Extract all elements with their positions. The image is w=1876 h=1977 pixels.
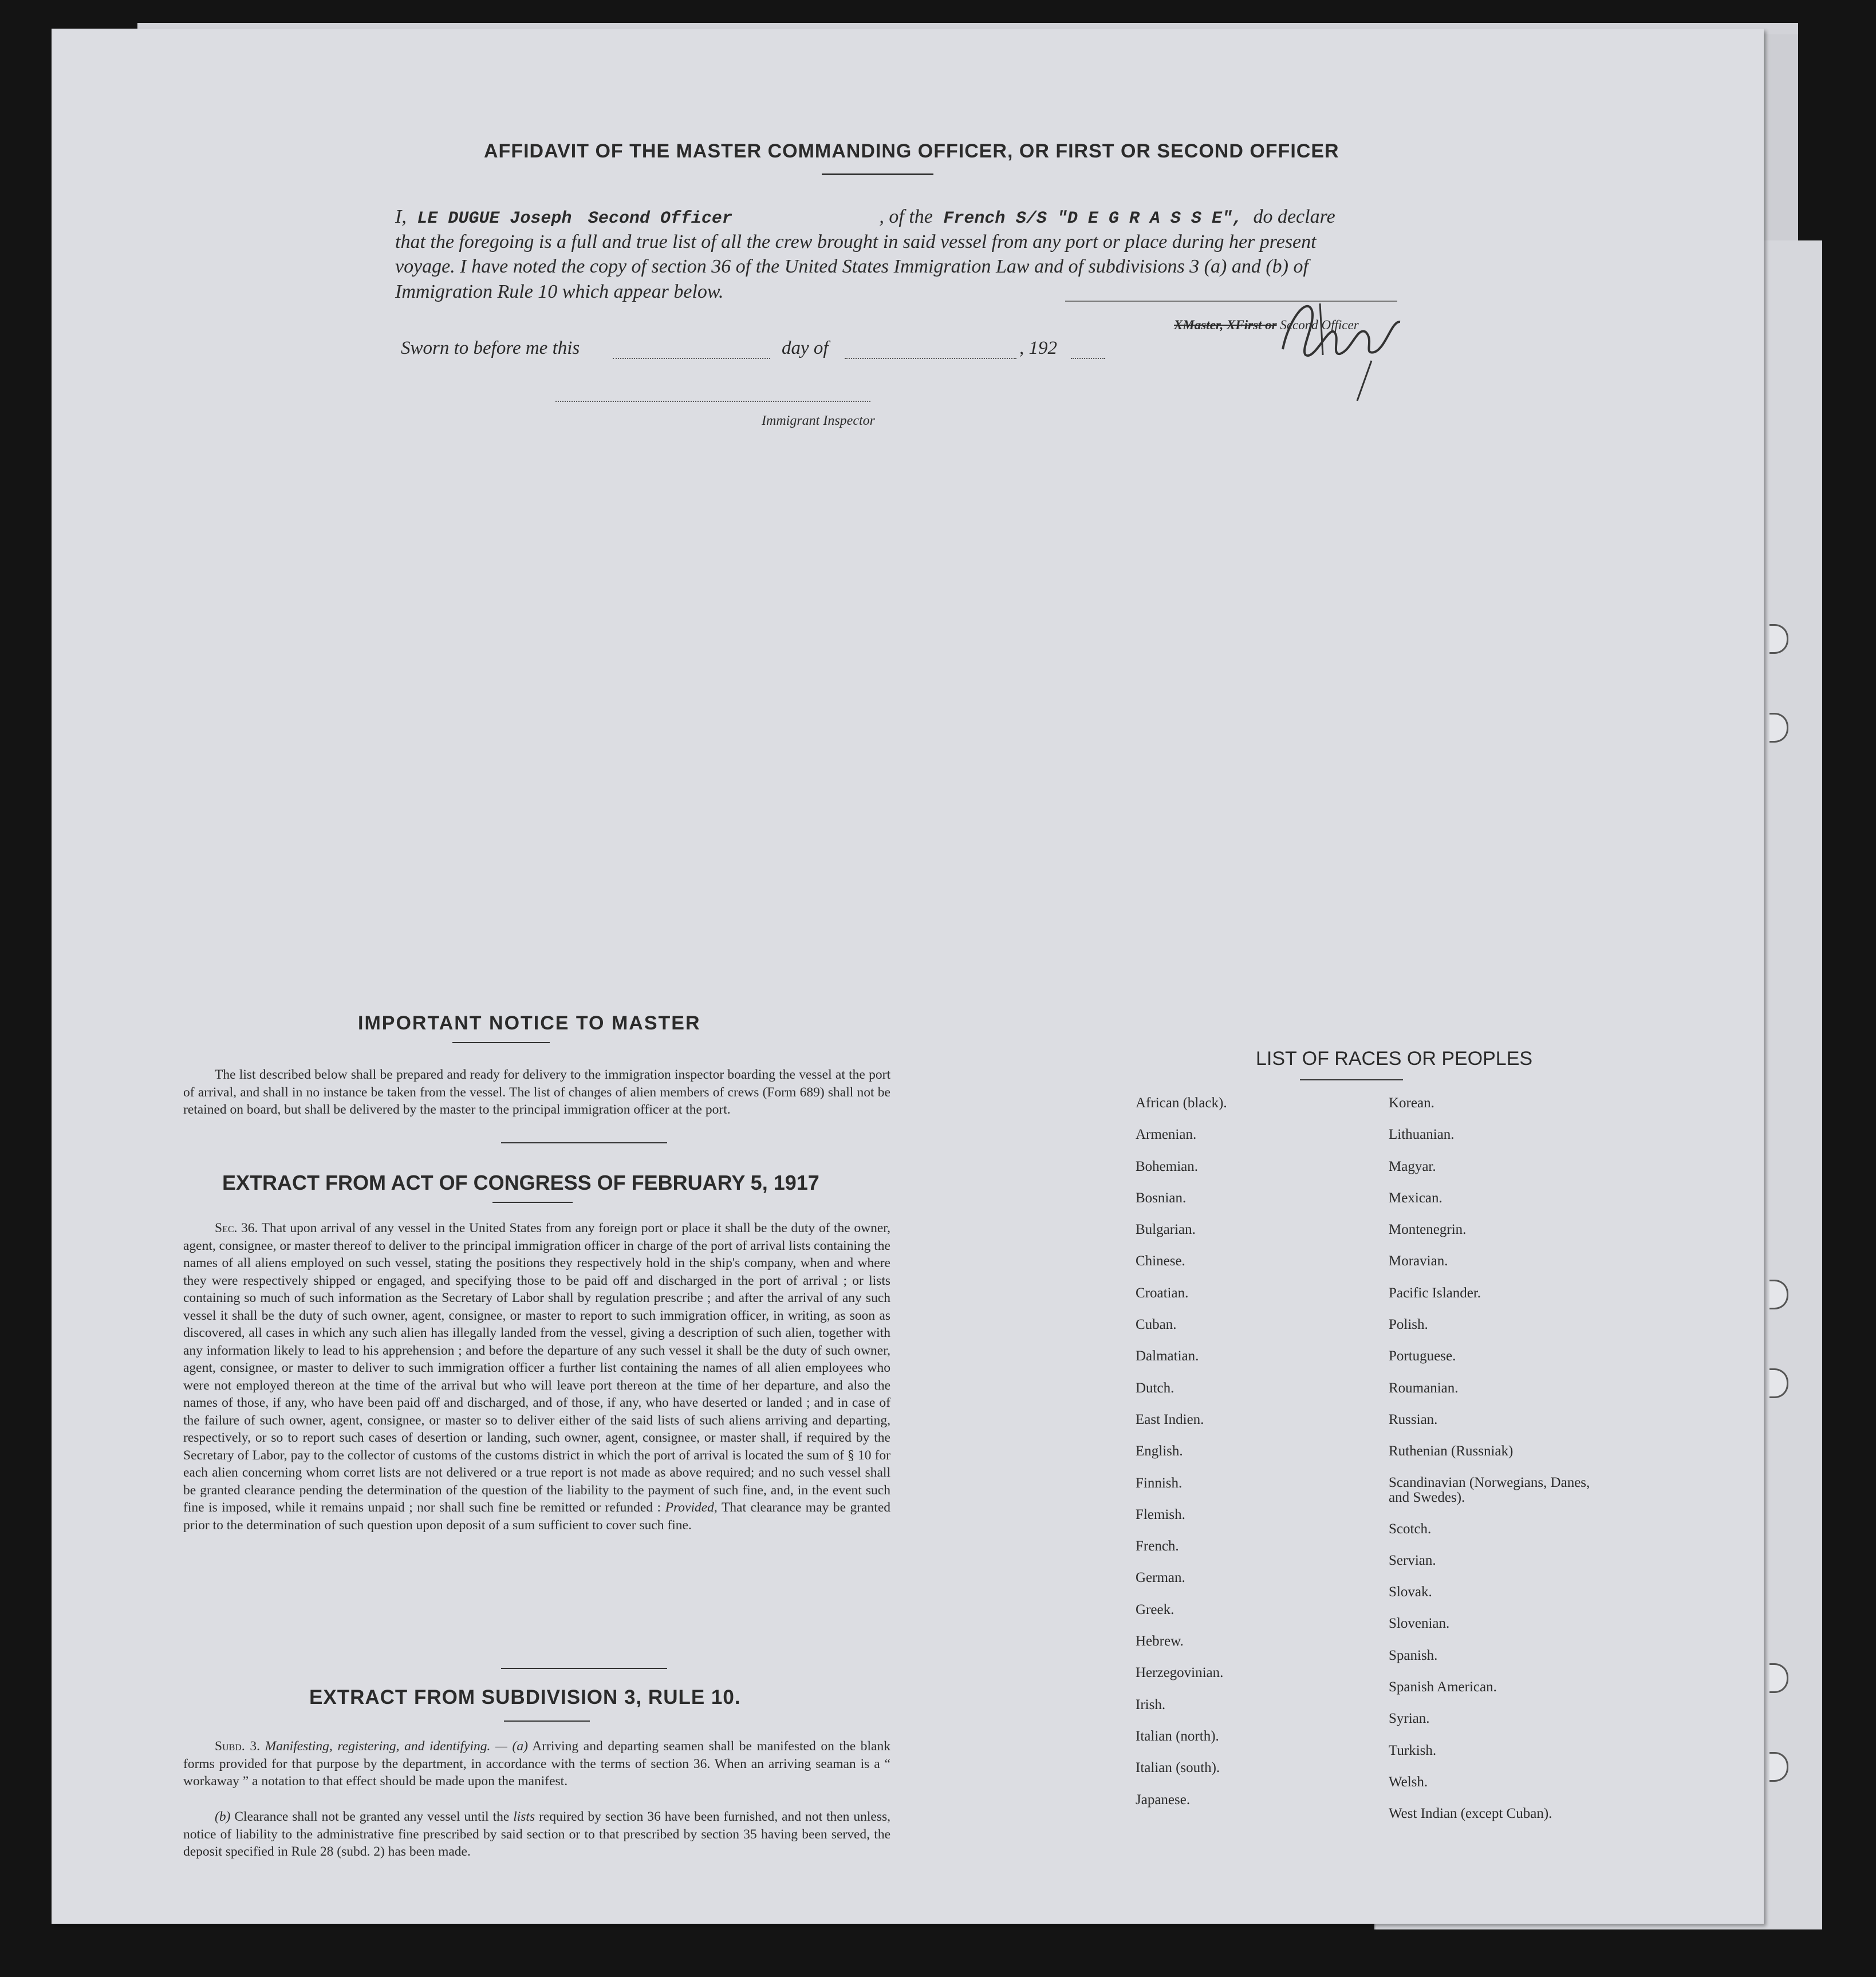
race-item: Croatian.	[1136, 1285, 1189, 1301]
race-item: Roumanian.	[1389, 1380, 1459, 1396]
subd3-para-a-text: Arriving and departing seamen shall be manifested on the blank forms provided for that purpose by the department, in accordance with the terms of section 36. When an arriving seaman is a “ workaway ” a notation to that effect should be made upon the manifest.	[183, 1739, 890, 1789]
signature-line	[1065, 301, 1397, 302]
subd3-para-b	[183, 1808, 890, 1861]
vessel-name: S/S "D E G R A S S E",	[1015, 209, 1243, 228]
subd3-label: Subd. 3.	[215, 1739, 260, 1754]
race-item: Greek.	[1136, 1601, 1175, 1617]
notice-rule	[452, 1042, 550, 1043]
race-item: Servian.	[1389, 1552, 1436, 1568]
races-rule	[1300, 1079, 1403, 1080]
race-item: Armenian.	[1136, 1127, 1197, 1143]
inspector-caption: Immigrant Inspector	[762, 413, 875, 428]
race-item: Bulgarian.	[1136, 1222, 1196, 1238]
declaration-prefix: I,	[395, 206, 407, 227]
sec36-text	[183, 1220, 890, 1534]
race-item: Italian (south).	[1136, 1760, 1220, 1776]
race-item: Bosnian.	[1136, 1190, 1187, 1206]
race-item: Dalmatian.	[1136, 1348, 1199, 1364]
race-item: Turkish.	[1389, 1742, 1437, 1758]
race-item: Japanese.	[1136, 1791, 1191, 1808]
extract-rule-title: EXTRACT FROM SUBDIVISION 3, RULE 10.	[309, 1686, 741, 1708]
race-item: Hebrew.	[1136, 1633, 1184, 1650]
race-item: Scotch.	[1389, 1521, 1432, 1537]
extract-divider	[501, 1668, 667, 1669]
race-item: Spanish.	[1389, 1647, 1438, 1663]
race-item: Portuguese.	[1389, 1348, 1456, 1364]
race-item: Pacific Islander.	[1389, 1285, 1481, 1301]
declaration-line-3: voyage. I have noted the copy of section 36 of the United States Immigration Law and of subdivisions 3 (a) and (b) of	[395, 256, 1309, 277]
officer-signature	[1266, 286, 1414, 401]
race-item: Korean.	[1389, 1095, 1434, 1111]
declaration-line-4: Immigration Rule 10 which appear below.	[395, 281, 724, 302]
struck-titles: XMaster, XFirst or	[1174, 318, 1277, 332]
sec36-body: That upon arrival of any vessel in the United States from any foreign port or place it shall be the duty of the owner, agent, consignee, or master thereof to deliver to the principal immigration officer in charge of the port of arrival lists containing the names of all aliens employed on such vessel, stating the positions they respectively hold in the ship's company, when and where they were respectively shipped or engaged, and specifying those to be paid off and discharged in the port of arrival ; or lists containing so much of such information as the Secretary of Labor shall by regulation prescribe ; and after the arrival of any such vessel it shall be the duty of such owner, agent, consignee, or master to report to such immigration officer, in writing, as soon as discovered, all cases in which any such alien has illegally landed from the vessel, giving a description of such alien, together with any information likely to lead to his apprehension ; and before the departure of any such vessel it shall be the duty of such owner, agent, consignee, or master to deliver to such immigration officer a further list containing the names of all alien employees who were not employed thereon at the time of the arrival but who will leave port thereon at the time of her departure, and also the names of those, if any, who have been paid off and discharged, and of those, if any, who have deserted or landed ; and in case of the failure of such owner, agent, consignee, or master so to deliver either of the said lists of such aliens arriving and departing, respectively, or so to report such cases of desertion or landing, such owner, agent, consignee, or master shall, if required by the Secretary of Labor, pay to the collector of customs of the customs district in which the port of arrival is located the sum of § 10 for each alien concerning whom corret lists are not delivered or a true report is not made as above required; and no such vessel shall be granted clearance pending the determination of the question of the liability to the payment of such fine, and, in the event such fine is imposed, while it remains unpaid ; nor shall such fine be remitted or refunded :	[183, 1221, 891, 1515]
race-item: Finnish.	[1136, 1475, 1183, 1491]
races-column-2	[1389, 1095, 1595, 1838]
sworn-line	[401, 338, 580, 359]
race-item: Magyar.	[1389, 1158, 1436, 1174]
race-item: Irish.	[1136, 1696, 1166, 1712]
races-title: LIST OF RACES OR PEOPLES	[1256, 1048, 1533, 1070]
sworn-year-blank	[1071, 358, 1105, 359]
para-b-label: (b)	[215, 1809, 231, 1824]
signature-caption	[1174, 318, 1359, 333]
sworn-month-blank	[845, 358, 1016, 359]
subd3-heading: Manifesting, registering, and identifying. — (a)	[265, 1739, 528, 1754]
provided-word: Provided,	[665, 1500, 718, 1515]
race-item: Flemish.	[1136, 1506, 1185, 1522]
race-item: Montenegrin.	[1389, 1222, 1467, 1238]
race-item: Syrian.	[1389, 1711, 1430, 1727]
race-item: French.	[1136, 1538, 1179, 1554]
sec36-label: Sec. 36.	[215, 1221, 258, 1236]
day-of-text: day of	[782, 338, 829, 358]
race-item: Scandinavian (Norwegians, Danes, and Swedes).	[1389, 1474, 1590, 1505]
race-item: Welsh.	[1389, 1774, 1428, 1790]
extract-rule-rule	[504, 1720, 590, 1722]
race-item: Moravian.	[1389, 1253, 1448, 1269]
race-item: Russian.	[1389, 1411, 1438, 1427]
race-item: Mexican.	[1389, 1190, 1443, 1206]
para-b-text-2: required by section 36 have been furnished, and not then unless, notice of liability to the administrative fine prescribed by said section or to that prescribed by section 35 having been served, the deposit specified in Rule 28 (subd. 2) has been made.	[183, 1809, 890, 1859]
race-item: Polish.	[1389, 1317, 1428, 1333]
of-the-text: , of the	[879, 206, 933, 227]
extract-act-rule	[492, 1202, 573, 1203]
declaration-line-2: that the foregoing is a full and true list of all the crew brought in said vessel from any port or place during her present	[395, 231, 1317, 252]
race-item: Herzegovinian.	[1136, 1665, 1224, 1681]
sec36-body-end: That clearance may be granted prior to the determination of such question upon deposit of a sum sufficient to cover such fine.	[183, 1500, 891, 1533]
race-item: English.	[1136, 1443, 1183, 1459]
races-column-1	[1136, 1095, 1227, 1824]
notice-divider	[501, 1142, 667, 1143]
race-item: Bohemian.	[1136, 1158, 1199, 1174]
do-declare-text: do declare	[1253, 206, 1335, 227]
title-rule	[822, 173, 933, 175]
officer-title-caption: Second Officer	[1280, 318, 1359, 332]
officer-rank: Second Officer	[588, 209, 732, 228]
race-item: Lithuanian.	[1389, 1127, 1455, 1143]
race-item: Chinese.	[1136, 1253, 1185, 1269]
race-item: Dutch.	[1136, 1380, 1175, 1396]
extract-act-title: EXTRACT FROM ACT OF CONGRESS OF FEBRUARY 5, 1917	[222, 1171, 819, 1194]
affidavit-title: AFFIDAVIT OF THE MASTER COMMANDING OFFICER, OR FIRST OR SECOND OFFICER	[484, 140, 1339, 162]
officer-name: LE DUGUE Joseph	[417, 209, 572, 228]
race-item: Cuban.	[1136, 1317, 1177, 1333]
race-item: Spanish American.	[1389, 1679, 1497, 1695]
nationality: French	[943, 209, 1006, 228]
para-b-lists: lists	[513, 1809, 535, 1824]
race-item: Slovenian.	[1389, 1616, 1450, 1632]
notice-body: The list described below shall be prepared and ready for delivery to the immigration inspector boarding the vessel at the port of arrival, and shall in no instance be taken from the vessel. The list of changes of alien members of crews (Form 689) shall not be retained on board, but shall be delivered by the master to the principal immigration officer at the port.	[183, 1067, 890, 1117]
race-item: Slovak.	[1389, 1584, 1432, 1600]
year-text: , 192	[1019, 338, 1057, 358]
para-b-text-1: Clearance shall not be granted any vessel until the	[234, 1809, 510, 1824]
notice-title: IMPORTANT NOTICE TO MASTER	[358, 1012, 701, 1034]
race-item: West Indian (except Cuban).	[1389, 1806, 1552, 1822]
document-page	[52, 29, 1764, 1924]
declaration-line-1	[395, 206, 1335, 228]
inspector-signature-blank	[555, 401, 870, 402]
sworn-prefix: Sworn to before me this	[401, 338, 580, 358]
race-item: African (black).	[1136, 1095, 1227, 1111]
race-item: Italian (north).	[1136, 1728, 1219, 1744]
race-item: German.	[1136, 1570, 1185, 1586]
sworn-day-blank	[613, 358, 770, 359]
race-item: Ruthenian (Russniak)	[1389, 1443, 1514, 1459]
subd3-para-a	[183, 1738, 890, 1790]
race-item: East Indien.	[1136, 1411, 1204, 1427]
